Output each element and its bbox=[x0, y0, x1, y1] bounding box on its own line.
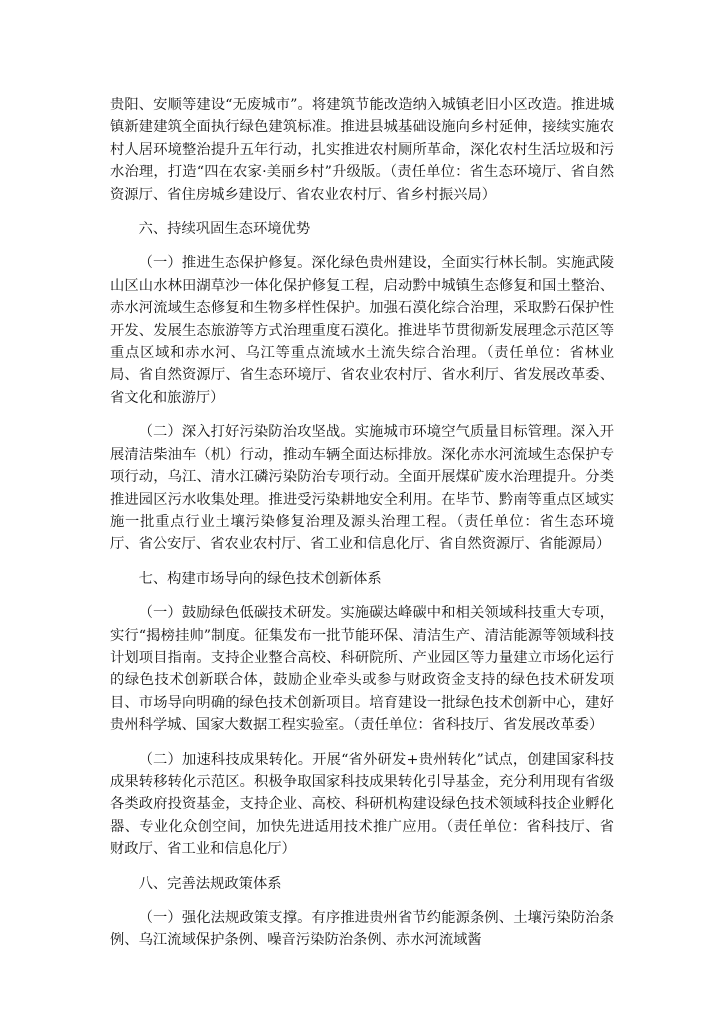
paragraph-tech-transfer: （二）加速科技成果转化。开展“省外研发+贵州转化”试点，创建国家科技成果转移转化示范区。积极争取国家科技成果转化引导基金，充分利用现有省级各类政府投资基金，支持企业、高校、科研机构建设绿色技术领域科技企业孵化器、专业化众创空间，加快先进适用技术推广应用。（责任单位：省科技厅、省财政厅、省工业和信息化厅） bbox=[110, 751, 614, 858]
paragraph-continuation: 贵阳、安顺等建设“无废城市”。将建筑节能改造纳入城镇老旧小区改造。推进城镇新建建筑全面执行绿色建筑标准。推进县城基础设施向乡村延伸，接续实施农村人居环境整治提升五年行动，扎实推进农村厕所革命，深化农村生活垃圾和污水治理，打造“四在农家·美丽乡村”升级版。（责任单位：省生态环境厅、省自然资源厅、省住房城乡建设厅、省农业农村厅、省乡村振兴局） bbox=[110, 97, 614, 203]
paragraph-ecological-restoration: （一）推进生态保护修复。深化绿色贵州建设，全面实行林长制。实施武陵山区山水林田湖草沙一体化保护修复工程，启动黔中城镇生态修复和国土整治、赤水河流域生态修复和生物多样性保护。加强石漠化综合治理，采取黔石保护性开发、发展生态旅游等方式治理重度石漠化。推进毕节贯彻新发展理念示范区等重点区域和赤水河、乌江等重点流域水土流失综合治理。（责任单位：省林业局、省自然资源厅、省生态环境厅、省农业农村厅、省水利厅、省发展改革委、省文化和旅游厅） bbox=[110, 255, 614, 406]
section-heading-8: 八、完善法规政策体系 bbox=[138, 875, 282, 892]
paragraph-green-tech-rd: （一）鼓励绿色低碳技术研发。实施碳达峰碳中和相关领域科技重大专项，实行“揭榜挂帅”制度。征集发布一批节能环保、清洁生产、清洁能源等领域科技计划项目指南。支持企业整合高校、科研院所、产业园区等力量建立市场化运行的绿色技术创新联合体，鼓励企业牵头或参与财政资金支持的绿色技术研发项目、市场导向明确的绿色技术创新项目。培育建设一批绿色技术创新中心，建好贵州科学城、国家大数据工程实验室。（责任单位：省科技厅、省发展改革委） bbox=[110, 605, 614, 734]
section-heading-6: 六、持续巩固生态环境优势 bbox=[138, 221, 311, 238]
paragraph-pollution-control: （二）深入打好污染防治攻坚战。实施城市环境空气质量目标管理。深入开展清洁柴油车（机）行动，推动车辆全面达标排放。深化赤水河流域生态保护专项行动，乌江、清水江磷污染防治专项行动。全面开展煤矿废水治理提升。分类推进园区污水收集处理。推进受污染耕地安全利用。在毕节、黔南等重点区域实施一批重点行业土壤污染修复治理及源头治理工程。（责任单位：省生态环境厅、省公安厅、省农业农村厅、省工业和信息化厅、省自然资源厅、省能源局） bbox=[110, 424, 614, 553]
document-page bbox=[110, 94, 614, 964]
section-heading-7: 七、构建市场导向的绿色技术创新体系 bbox=[138, 570, 382, 587]
paragraph-legal-support: （一）强化法规政策支撑。有序推进贵州省节约能源条例、土壤污染防治条例、乌江流域保护条例、噪音污染防治条例、赤水河流域酱 bbox=[110, 910, 614, 949]
